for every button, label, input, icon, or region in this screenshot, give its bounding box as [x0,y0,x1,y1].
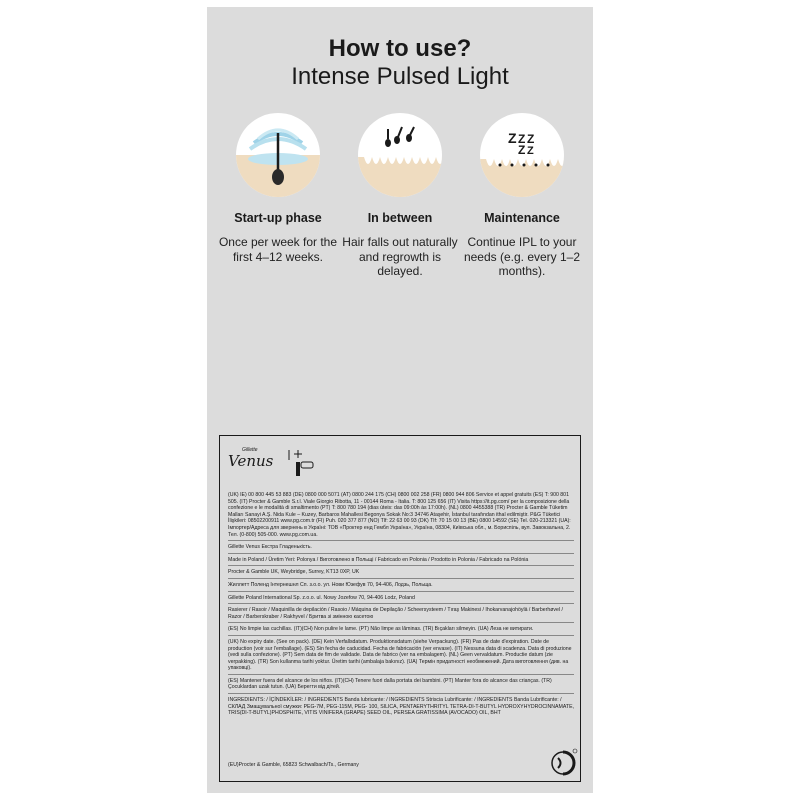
step-description: Once per week for the first 4–12 weeks. [218,235,338,264]
svg-text:Z: Z [527,145,534,157]
legal-paragraph: (ES) Mantener fuera del alcance de los niños. (IT)(CH) Tenere fuori dalla portata dei bambini. (PT) Manter fora do alcance das crianças. (TR) Çocuklardan uzak tutun. (UA) Берегти від дітей. [228,678,574,694]
legal-label-box [219,435,581,782]
step-title: Maintenance [484,211,560,225]
svg-text:Z: Z [518,143,526,157]
legal-paragraph: (ES) No limpie las cuchillas. (IT)(CH) Non pulire le lame. (PT) Não limpe as lâminas. (TR) Bıçakları silmeyin. (UA) Леза не витирати. [228,626,574,636]
legal-text [228,492,574,722]
sleeping-hair-icon [480,113,564,197]
brand-logo [228,444,348,478]
legal-paragraph: (UK) No expiry date. (See on pack). (DE) Kein Verfallsdatum. Produktionsdatum (siehe Verpackung). (FR) Pas de date d'expiration. Date de production (voir sur l'emballage). (ES) Sin fecha de caducidad. Fecha de fabricación (ver envase). (IT) Nessuna data di scadenza. Data di produzione (vedi sulla confezione). (PT) Sem data de fim de validade. Data de fabrico (ver na embalagem). (NL) Geen vervaldatum. Productie datum (zie verpakking). (TR) Son kullanma tarihi yoktur. Üretim tarihi (ambalaja bakınız). (UA) Термін придатності необмежений. Дата виготовлення (див. на упаковці). [228,639,574,675]
step-title: In between [367,211,433,225]
product-panel [207,7,593,793]
step-startup [217,113,339,264]
legal-paragraph: Жиллетт Поленд Інтернешнл Сп. з.о.о. ул. Нови Юзефув 70, 94-406, Лодзь, Польща. [228,582,574,592]
svg-text:Z: Z [518,132,526,146]
step-description: Continue IPL to your needs (e.g. every 1–2 months). [463,235,581,278]
legal-paragraph: Procter & Gamble UK, Weybridge, Surrey, KT13 0XP, UK [228,569,574,579]
light-pulse-icon [236,113,320,197]
device-icon [286,448,320,478]
svg-text:Z: Z [527,132,535,146]
legal-paragraph: Rasierer / Rasoir / Maquinilla de depilación / Rasoio / Máquina de Depilação / Scheersysteem / Tıraş Makinesi / Ihokarvanajohöylä / Barberhøvel / Razor / Barberskraber / Rakhyvel / Бритва зі змінною касетою [228,607,574,623]
legal-paragraph: INGREDIENTS: / İÇİNDEKİLER: / INGREDIENTS Banda lubricante: / INGREDIENTS Striscia Lubrificante: / INGREDIENTS Banda Lubrificante: / СКЛАД Змащувальної смужки: PEG-7M, PEG-115M, PEG- 100, SILICA, PENTAERYTHRITYL TETRA-DI-T-BUTYL HYDROXYHYDROCINNAMATE, TRIS(DI-T-BUTYL)PHOSPHITE, VITIS VINIFERA (GRAPE) SEED OIL, PERSEA GRATISSIMA (AVOCADO) OIL, BHT [228,697,574,717]
brand-small-text: Gillette [242,447,258,453]
step-maintenance [461,113,583,279]
green-dot-icon [550,748,578,776]
brand-name: Venus [228,452,274,470]
legal-paragraph: Gillette Venus Екстра Гладенькість. [228,544,574,554]
step-description: Hair falls out naturally and regrowth is delayed. [342,235,458,278]
manufacturer-footer: (EU)Procter & Gamble, 65823 Schwalbach/Ts., Germany [228,762,359,768]
legal-paragraph: Made in Poland / Üretim Yeri: Polonya / Виготовлено в Польщі / Fabricado en Polonia / Prodotto in Polonia / Fabricado na Polónia [228,557,574,567]
hair-falling-icon [358,113,442,197]
legal-paragraph: (UK) IE) 00 800 445 53 883 (DE) 0800 000 5071 (AT) 0800 244 175 (CH) 0800 002 258 (FR) 0800 944 806 Service et appel gratuits (ES) T: 900 801 505. (IT) Procter & Gamble S.r.l. Viale Giorgio Ribotta, 11 - 00144 Roma - Italia. T: 800 125 656 (IT) Visita https://it.pg.com/ per la composizione della confezione e le modalità di smaltimento (PT) T: 800 780 194 (dias úteis: das 09:00h às 17:00h). (NL) 0800 4455388 (TR) Procter & Gamble Tüketim Malları Sanayi A.Ş. Nida Kule – Kuzey, Barbaros Mahallesi Begonya Sokak No:3 34746 Ataşehir, İstanbul tarafından ithal edilmiştir. P&G Tüketici İlişkileri: 08502200911 www.pg.com.tr (FI) Puh. 020 377 877 (NO) Tlf: 22 63 00 93 (DK) Tlf: 70 15 00 13 (BE) 0800 14592 (SE) Tel. 020-213321 (UA): Імпортер/Адреса для звернень в Україні: ТОВ «Проктер енд Гембл Україна», Україна, 08304, Київська обл., м. Бориспіль, вул. Завокзальна, 2. Тел. (0-800) 505-000. www.pg.com.ua. [228,492,574,541]
page-subtitle: Intense Pulsed Light [291,63,509,90]
step-title: Start-up phase [234,211,322,225]
step-between [339,113,461,279]
legal-paragraph: Gillette Poland International Sp. z.o.o. ul. Nowy Jozefow 70, 94-406 Lodz, Poland [228,595,574,605]
page-title: How to use? [328,35,472,62]
svg-text:Z: Z [508,130,517,146]
